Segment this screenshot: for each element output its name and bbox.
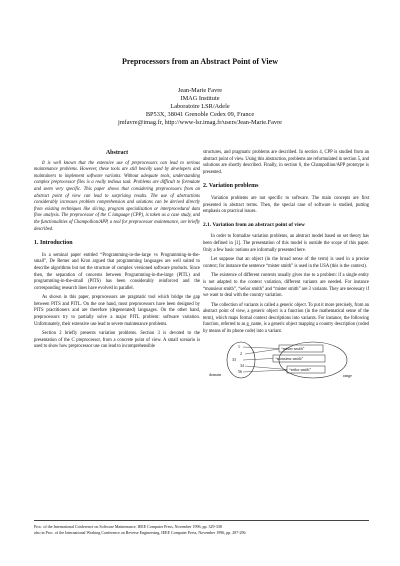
intro-paragraph-3: Section 2 briefly presents variation problems. Section 3 is devoted to the presentation of the C preprocessor, from a concrete point of view. A small scenario is used to show how preprocessor use can lead to incomprehensible bbox=[34, 331, 200, 350]
abstract-view-paragraph-1: In order to formalize variation problems, an abstract model based on set theory has been defined in [1]. The presentation of this model is outside the scope of this paper. Only a few basic notions are informally presented here. bbox=[203, 234, 369, 253]
range-value-1: “mister smith” bbox=[281, 345, 305, 351]
author-name: Jean-Marie Favre bbox=[177, 87, 223, 94]
mapping-arrow-5 bbox=[243, 370, 287, 372]
mapping-arrow-1 bbox=[243, 347, 279, 349]
section-heading-variation: 2. Variation problems bbox=[203, 183, 259, 190]
domain-label: domain bbox=[209, 371, 221, 377]
domain-value-1: 1 bbox=[238, 343, 240, 349]
abstract-view-paragraph-3: The existence of different contexts usually gives rise to a problem: if a single entity is not adapted to the context variation, different variants are needed. For instance “monsieur smith”, “señor smith” and “mister smith” are 3 variants. They are necessary if we want to deal with the country variation. bbox=[203, 273, 369, 299]
paper-title: Preprocessors from an Abstract Point of View bbox=[122, 57, 278, 66]
author-address: BP53X, 38041 Grenoble Cedex 09, France bbox=[145, 111, 255, 119]
author-contact: jmfavre@imag.fr, http://www-lsr.imag.fr/users/Jean-Marie.Favre bbox=[118, 119, 282, 127]
publication-footer bbox=[34, 524, 374, 536]
intro-continuation: structures, and pragmatic problems are described. In section 4, CPP is studied from an abstract point of view. Using this abstraction, problems are reformulated in section 5, and solutions are shortly described. Finally, in section 6, the Champollion/APP prototype is presented. bbox=[203, 150, 369, 175]
footer-divider bbox=[34, 520, 369, 521]
section-heading-introduction: 1. Introduction bbox=[34, 240, 73, 247]
range-label: range bbox=[343, 372, 352, 378]
mapping-arrow-3 bbox=[243, 358, 273, 360]
intro-paragraph-2: As shown in this paper, preprocessors are pragmatic tool which bridge the gap between PITS and PITL. On the one hand, most preprocessors have been designed by PITS practitioners and are therefore (degenerated) languages. On the other hand, preprocessors try to partially solve a major PITL problem: software variation. Unfortunately, their extensive use lead to severe maintenance problems. bbox=[34, 295, 200, 327]
range-value-2: “monsieur smith” bbox=[275, 355, 304, 361]
abstract-view-paragraph-4: The collection of variants is called a generic object. To put it more precisely, from an abstract point of view, a generic object is a function (in the mathematical sense of the term), which maps formal context descriptions into variants. For instance, the following function, referred to as g_name, is a generic object mapping a country description (coded by means of its phone code) into a variant. bbox=[203, 302, 369, 335]
mapping-arrow-2 bbox=[245, 349, 279, 354]
author-institute: IMAG Institute bbox=[180, 95, 220, 103]
footer-line-2: also in Proc. of the International Working Conference on Reverse Engineering, IEEE Computer Press, November 1996, pp. 287-296 bbox=[34, 529, 246, 535]
author-lab: Laboratoire LSR/Adele bbox=[170, 103, 230, 111]
subsection-heading-abstract-view: 2.1. Variation from an abstract point of view bbox=[203, 221, 305, 228]
mapping-arrow-4 bbox=[245, 366, 287, 370]
domain-value-2: 2 bbox=[240, 350, 242, 356]
right-column bbox=[203, 150, 369, 380]
domain-value-3: 33 bbox=[232, 356, 236, 362]
domain-value-5: 56 bbox=[238, 368, 242, 374]
range-value-3: “señor smith” bbox=[289, 366, 312, 372]
footer-line-1: Proc. of the International Conference on Software Maintenance, IEEE Computer Press, November 1996, pp. 329-338 bbox=[34, 524, 222, 529]
abstract-view-paragraph-2: Let suppose that an object (in the broad sense of the term) is used in a precise context; for instance the sentence “mister smith” is used in the USA (this is the context). bbox=[203, 257, 369, 269]
domain-value-4: 34 bbox=[240, 362, 244, 368]
function-mapping-figure bbox=[203, 340, 369, 380]
abstract-text: It is well known that the extensive use of preprocessors can lead to serious maintenance problems. However, these tools are still heavily used by developers and maintainers to implement software variants. Without adequate tools, understanding complex preprocessor files is a really tedious task. Problems are difficult to formulate and seem very specific. This paper shows that considering preprocessors from an abstract point of view can lead to surprising results. The use of abstractions considerably increases problem comprehension and solutions can be derived directly from existing techniques like slicing, program specialization or interprocedural data flow analysis. The preprocessor of the C language (CPP), is taken as a case study, and the functionalities of Champollion/APP, a tool for preprocessor maintenance, are briefly described. bbox=[34, 160, 200, 232]
abstract-heading: Abstract bbox=[105, 150, 129, 156]
variation-paragraph-1: Variation problems are not specific to software. The main concepts are first presented in abstract terms. Then, the special case of software is studied, putting emphasis on practical issues. bbox=[203, 195, 369, 215]
left-column bbox=[34, 150, 200, 354]
author-block bbox=[0, 87, 400, 127]
intro-paragraph-1: In a seminal paper entitled “Programming-in-the-large vs Programming-in-the-small”, De Remer and Kron argued that programming languages are well suited to describe algorithms but not the structure of complex versioned software products. Since then, the separation of concerns between Programming-in-the-large (PITL) and programming-in-the-small (PITS) has been considerably reinforced and the corresponding research lines have evolved in parallel. bbox=[34, 252, 200, 291]
